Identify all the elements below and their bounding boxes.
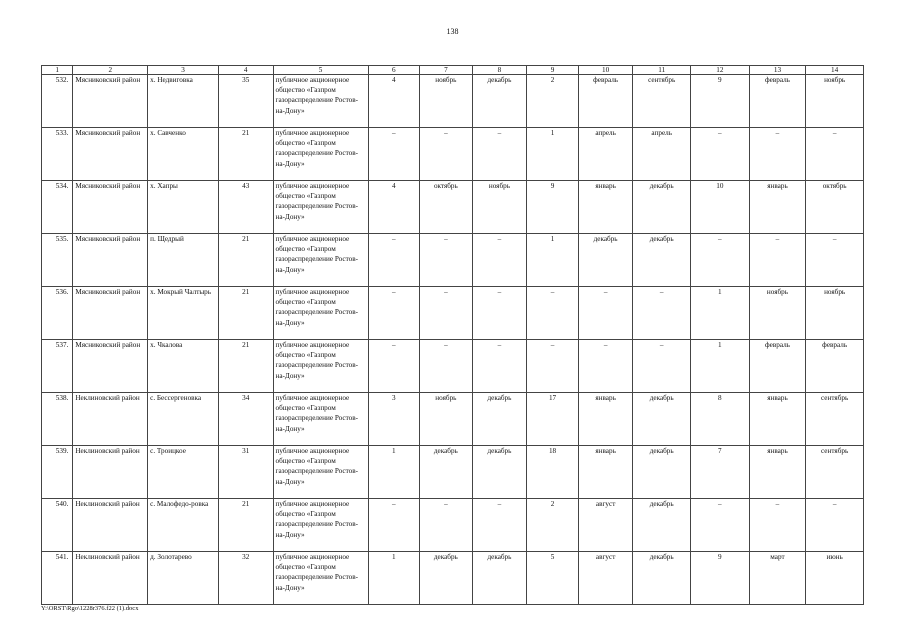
table-cell: Мясниковский район — [73, 128, 148, 181]
table-cell: – — [578, 340, 633, 393]
table-cell: август — [578, 552, 633, 605]
table-cell: 9 — [691, 75, 750, 128]
table-cell: январь — [749, 181, 806, 234]
table-cell: апрель — [633, 128, 691, 181]
table-row — [42, 499, 864, 552]
table-cell: 32 — [218, 552, 273, 605]
table-cell: февраль — [578, 75, 633, 128]
table-cell: д. Золотарево — [148, 552, 219, 605]
table-cell: 21 — [218, 287, 273, 340]
table-cell: январь — [749, 393, 806, 446]
table-row — [42, 552, 864, 605]
table-row — [42, 446, 864, 499]
table-cell: публичное акционерное общество «Газпром газораспределение Ростов-на-Дону» — [273, 75, 368, 128]
table-row — [42, 340, 864, 393]
table-row — [42, 75, 864, 128]
table-cell: публичное акционерное общество «Газпром газораспределение Ростов-на-Дону» — [273, 234, 368, 287]
table-cell: – — [420, 340, 473, 393]
table-cell: Мясниковский район — [73, 340, 148, 393]
table-cell: декабрь — [633, 234, 691, 287]
table-cell: х. Недвиговка — [148, 75, 219, 128]
column-number: 14 — [806, 66, 864, 75]
column-number: 10 — [578, 66, 633, 75]
table-row — [42, 181, 864, 234]
table-row — [42, 287, 864, 340]
table-cell: – — [472, 128, 527, 181]
table-cell: декабрь — [578, 234, 633, 287]
table-cell: 539. — [42, 446, 73, 499]
table-cell: – — [368, 340, 420, 393]
table-cell: – — [527, 287, 579, 340]
table-cell: х. Савченко — [148, 128, 219, 181]
table-cell: Мясниковский район — [73, 234, 148, 287]
table-cell: ноябрь — [806, 287, 864, 340]
table-cell: – — [420, 287, 473, 340]
table-cell: декабрь — [472, 552, 527, 605]
table-cell: январь — [749, 446, 806, 499]
table-cell: 536. — [42, 287, 73, 340]
table-cell: 1 — [527, 234, 579, 287]
table-cell: 21 — [218, 340, 273, 393]
column-number: 12 — [691, 66, 750, 75]
column-number-row — [42, 66, 864, 75]
table-cell: декабрь — [472, 75, 527, 128]
table-cell: – — [691, 499, 750, 552]
table-cell: сентябрь — [633, 75, 691, 128]
table-cell: публичное акционерное общество «Газпром газораспределение Ростов-на-Дону» — [273, 499, 368, 552]
table-cell: 541. — [42, 552, 73, 605]
table-cell: – — [368, 128, 420, 181]
table-cell: январь — [578, 393, 633, 446]
table-cell: х. Хапры — [148, 181, 219, 234]
table-cell: Мясниковский район — [73, 75, 148, 128]
table-cell: 7 — [691, 446, 750, 499]
table-cell: 534. — [42, 181, 73, 234]
table-cell: январь — [578, 181, 633, 234]
table-row — [42, 128, 864, 181]
file-path-footer: Y:\ORST\Rgo\1228r376.f22 (1).docx — [41, 605, 139, 612]
table-cell: декабрь — [633, 393, 691, 446]
table-cell: 9 — [527, 181, 579, 234]
column-number: 6 — [368, 66, 420, 75]
table-cell: п. Щедрый — [148, 234, 219, 287]
table-cell: 10 — [691, 181, 750, 234]
table-cell: 535. — [42, 234, 73, 287]
table-cell: декабрь — [633, 446, 691, 499]
table-cell: 1 — [368, 552, 420, 605]
table-cell: сентябрь — [806, 446, 864, 499]
table-cell: х. Мокрый Чалтырь — [148, 287, 219, 340]
column-number: 4 — [218, 66, 273, 75]
column-number: 1 — [42, 66, 73, 75]
table-cell: Неклиновский район — [73, 393, 148, 446]
table-cell: 43 — [218, 181, 273, 234]
table-cell: 540. — [42, 499, 73, 552]
table-cell: – — [368, 234, 420, 287]
column-number: 11 — [633, 66, 691, 75]
table-cell: – — [472, 287, 527, 340]
table-cell: февраль — [806, 340, 864, 393]
table-cell: Неклиновский район — [73, 499, 148, 552]
table-cell: Неклиновский район — [73, 446, 148, 499]
table-cell: публичное акционерное общество «Газпром газораспределение Ростов-на-Дону» — [273, 128, 368, 181]
table-cell: – — [578, 287, 633, 340]
table-cell: сентябрь — [806, 393, 864, 446]
table-cell: 2 — [527, 499, 579, 552]
column-number: 7 — [420, 66, 473, 75]
table-cell: 3 — [368, 393, 420, 446]
table-cell: ноябрь — [420, 393, 473, 446]
table-cell: – — [472, 340, 527, 393]
column-number: 13 — [749, 66, 806, 75]
table-cell: 1 — [527, 128, 579, 181]
table-cell: Неклиновский район — [73, 552, 148, 605]
column-number: 3 — [148, 66, 219, 75]
table-cell: 21 — [218, 128, 273, 181]
table-cell: – — [691, 128, 750, 181]
table-cell: с. Малофедо-ровка — [148, 499, 219, 552]
table-cell: декабрь — [420, 552, 473, 605]
table-cell: декабрь — [633, 499, 691, 552]
table-cell: – — [749, 128, 806, 181]
table-cell: – — [368, 499, 420, 552]
table-cell: февраль — [749, 75, 806, 128]
table-cell: 532. — [42, 75, 73, 128]
table-cell: март — [749, 552, 806, 605]
table-cell: публичное акционерное общество «Газпром газораспределение Ростов-на-Дону» — [273, 446, 368, 499]
table-cell: октябрь — [420, 181, 473, 234]
table-cell: декабрь — [472, 393, 527, 446]
table-cell: 537. — [42, 340, 73, 393]
table-cell: 21 — [218, 234, 273, 287]
table-cell: 17 — [527, 393, 579, 446]
table-cell: декабрь — [633, 181, 691, 234]
table-cell: – — [527, 340, 579, 393]
table-cell: ноябрь — [806, 75, 864, 128]
table-cell: с. Троицкое — [148, 446, 219, 499]
table-cell: октябрь — [806, 181, 864, 234]
table-cell: ноябрь — [420, 75, 473, 128]
table-cell: публичное акционерное общество «Газпром газораспределение Ростов-на-Дону» — [273, 552, 368, 605]
table-cell: 538. — [42, 393, 73, 446]
table-cell: публичное акционерное общество «Газпром газораспределение Ростов-на-Дону» — [273, 340, 368, 393]
table-cell: 1 — [691, 340, 750, 393]
table-cell: – — [806, 234, 864, 287]
table-cell: 8 — [691, 393, 750, 446]
table-cell: – — [806, 499, 864, 552]
table-cell: апрель — [578, 128, 633, 181]
table-cell: ноябрь — [749, 287, 806, 340]
table-cell: – — [691, 234, 750, 287]
table-cell: 2 — [527, 75, 579, 128]
table-cell: – — [633, 287, 691, 340]
table-cell: – — [420, 128, 473, 181]
column-number: 8 — [472, 66, 527, 75]
table-cell: 35 — [218, 75, 273, 128]
data-table — [41, 65, 864, 605]
table-cell: публичное акционерное общество «Газпром газораспределение Ростов-на-Дону» — [273, 287, 368, 340]
table-cell: Мясниковский район — [73, 287, 148, 340]
table-cell: публичное акционерное общество «Газпром газораспределение Ростов-на-Дону» — [273, 181, 368, 234]
table-cell: 1 — [691, 287, 750, 340]
table-cell: – — [472, 499, 527, 552]
table-row — [42, 393, 864, 446]
table-cell: 4 — [368, 75, 420, 128]
table-cell: 21 — [218, 499, 273, 552]
table-cell: 4 — [368, 181, 420, 234]
column-number: 2 — [73, 66, 148, 75]
table-cell: 5 — [527, 552, 579, 605]
table-cell: ноябрь — [472, 181, 527, 234]
table-cell: 533. — [42, 128, 73, 181]
table-cell: – — [420, 234, 473, 287]
table-cell: – — [472, 234, 527, 287]
table-cell: Мясниковский район — [73, 181, 148, 234]
column-number: 5 — [273, 66, 368, 75]
table-cell: – — [806, 128, 864, 181]
table-cell: 1 — [368, 446, 420, 499]
table-cell: февраль — [749, 340, 806, 393]
table-cell: январь — [578, 446, 633, 499]
table-cell: декабрь — [472, 446, 527, 499]
table-cell: 9 — [691, 552, 750, 605]
table-cell: публичное акционерное общество «Газпром газораспределение Ростов-на-Дону» — [273, 393, 368, 446]
table-cell: август — [578, 499, 633, 552]
table-cell: – — [420, 499, 473, 552]
table-cell: 18 — [527, 446, 579, 499]
column-number: 9 — [527, 66, 579, 75]
table-cell: – — [633, 340, 691, 393]
table-cell: – — [368, 287, 420, 340]
page-number: 138 — [446, 27, 459, 36]
table-row — [42, 234, 864, 287]
table-cell: – — [749, 234, 806, 287]
table-cell: – — [749, 499, 806, 552]
table-cell: 31 — [218, 446, 273, 499]
table-cell: х. Чкалова — [148, 340, 219, 393]
table-cell: 34 — [218, 393, 273, 446]
table-cell: декабрь — [420, 446, 473, 499]
table-cell: с. Бессергеновка — [148, 393, 219, 446]
table-cell: декабрь — [633, 552, 691, 605]
table-cell: июнь — [806, 552, 864, 605]
